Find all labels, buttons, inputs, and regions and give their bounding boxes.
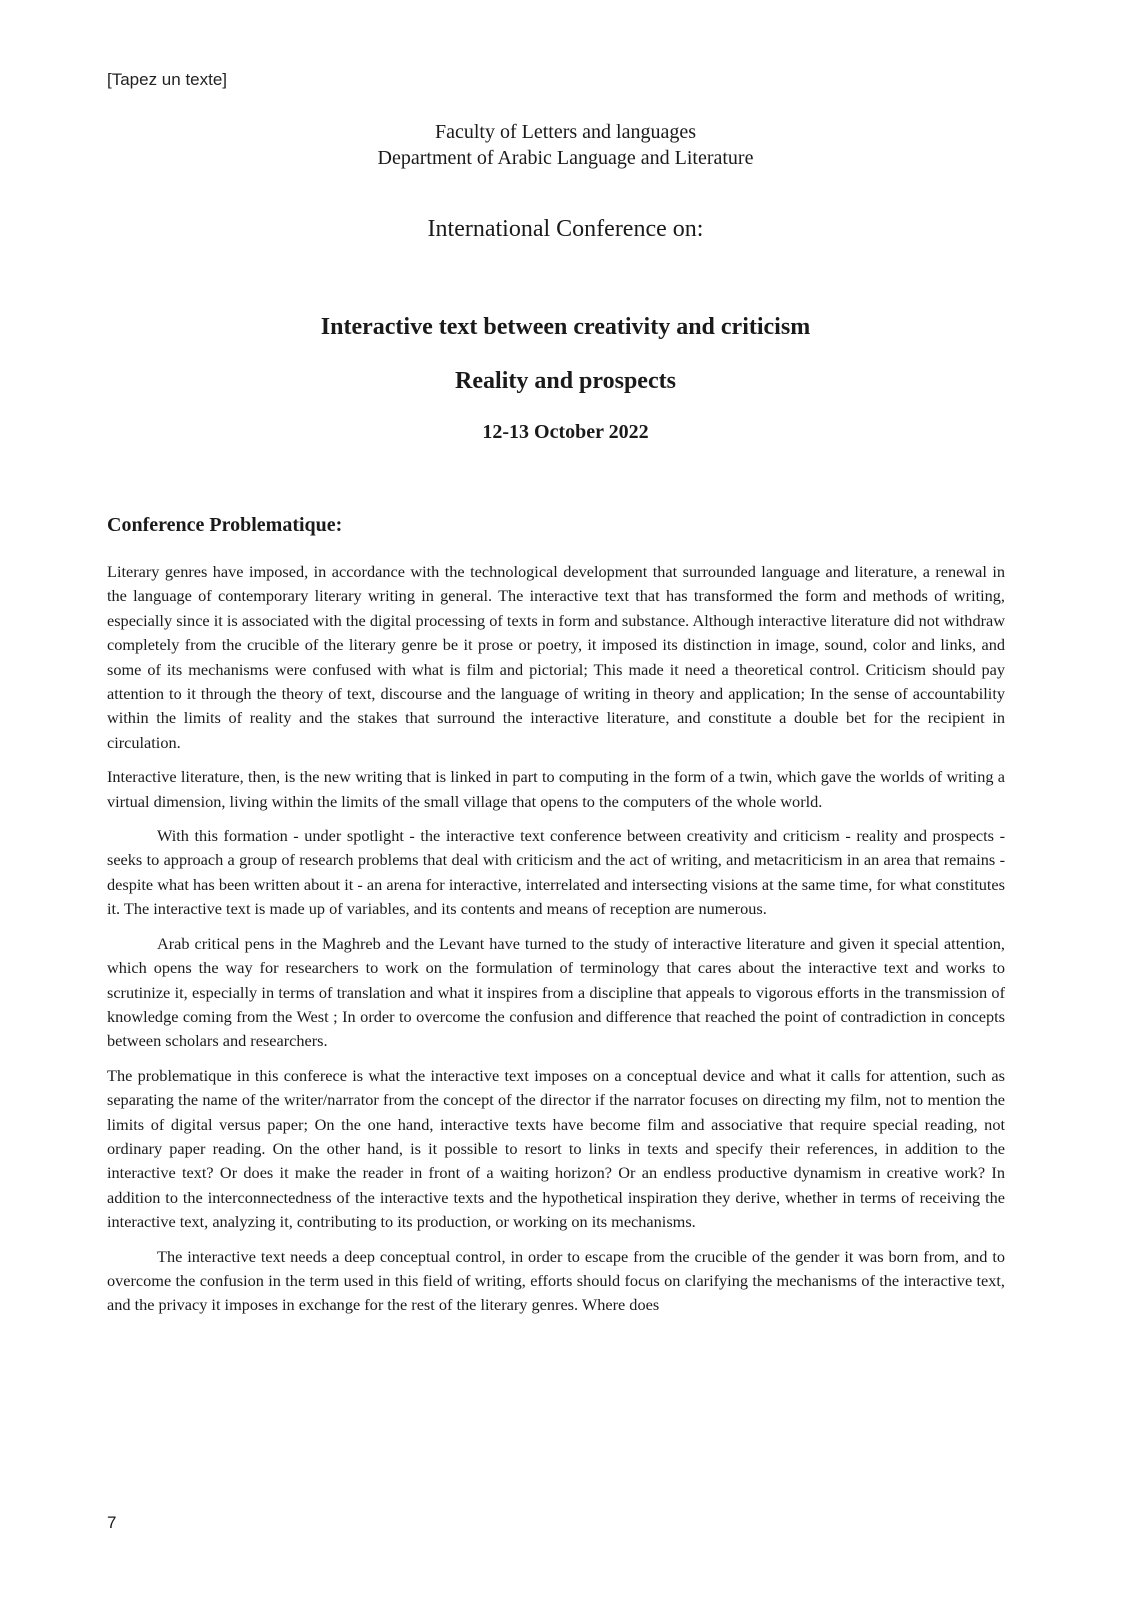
paragraph: Interactive literature, then, is the new writing that is linked in part to computing in the form of a twin, which gave the worlds of writing a virtual dimension, living within the limits of the small village that opens to the computers of the whole world.	[107, 767, 1005, 811]
conference-title: Interactive text between creativity and criticism	[320, 314, 811, 340]
conference-intro: International Conference on:	[427, 216, 704, 242]
paragraph: Arab critical pens in the Maghreb and the Levant have turned to the study of interactive literature and given it special attention, which opens the way for researchers to work on the formulation of terminology that cares about the interactive text and works to scrutinize it, especially in terms of translation and what it inspires from a discipline that appeals to vigorous efforts in the transmission of knowledge coming from the West ; In order to overcome the confusion and difference that reached the point of contradiction in concepts between scholars and researchers.	[107, 933, 1005, 1051]
faculty-name: Faculty of Letters and languages	[434, 121, 697, 143]
section-heading: Conference Problematique:	[107, 514, 343, 536]
page-number: 7	[107, 1513, 117, 1532]
paragraph: With this formation - under spotlight - the interactive text conference between creativity and criticism - reality and prospects - seeks to approach a group of research problems that deal with criticism and the act of writing, and metacriticism in an area that remains - despite what has been written about it - an arena for interactive, interrelated and intersecting visions at the same time, for what constitutes it. The interactive text is made up of variables, and its contents and means of reception are numerous.	[107, 826, 1005, 919]
paragraph: The problematique in this conferece is what the interactive text imposes on a conceptual device and what it calls for attention, such as separating the name of the writer/narrator from the concept of the director if the narrator focuses on directing my film, not to mention the limits of digital versus paper; On the one hand, interactive texts have become film and associative that require special reading, not ordinary paper reading. On the other hand, is it possible to resort to links in texts and specify their references, in addition to the interactive text? Or does it make the reader in front of a waiting horizon? Or an endless productive dynamism in creative work? In addition to the interconnectedness of the interactive texts and the hypothetical inspiration they derive, whether in terms of receiving the interactive text, analyzing it, contributing to its production, or working on its mechanisms.	[107, 1065, 1005, 1232]
conference-subtitle: Reality and prospects	[455, 368, 676, 394]
department-name: Department of Arabic Language and Literature	[377, 147, 754, 169]
institution-block	[0, 119, 1131, 171]
conference-date: 12-13 October 2022	[482, 421, 649, 443]
paragraph: The interactive text needs a deep conceptual control, in order to escape from the crucible of the gender it was born from, and to overcome the confusion in the term used in this field of writing, efforts should focus on clarifying the mechanisms of the interactive text, and the privacy it imposes in exchange for the rest of the literary genres. Where does	[107, 1246, 1005, 1315]
body-text	[107, 560, 1005, 1328]
paragraph: Literary genres have imposed, in accordance with the technological development that surrounded language and literature, a renewal in the language of contemporary literary writing in general. The interactive text that has transformed the form and methods of writing, especially since it is associated with the digital processing of texts in form and substance. Although interactive literature did not withdraw completely from the crucible of the literary genre be it prose or poetry, it imposed its distinction in image, sound, color and links, and some of its mechanisms were confused with what is film and pictorial; This made it need a theoretical control. Criticism should pay attention to it through the theory of text, discourse and the language of writing in theory and application; In the sense of accountability within the limits of reality and the stakes that surround the interactive literature, and constitute a double bet for the recipient in circulation.	[107, 562, 1005, 752]
header-placeholder-text: [Tapez un texte]	[107, 70, 228, 89]
